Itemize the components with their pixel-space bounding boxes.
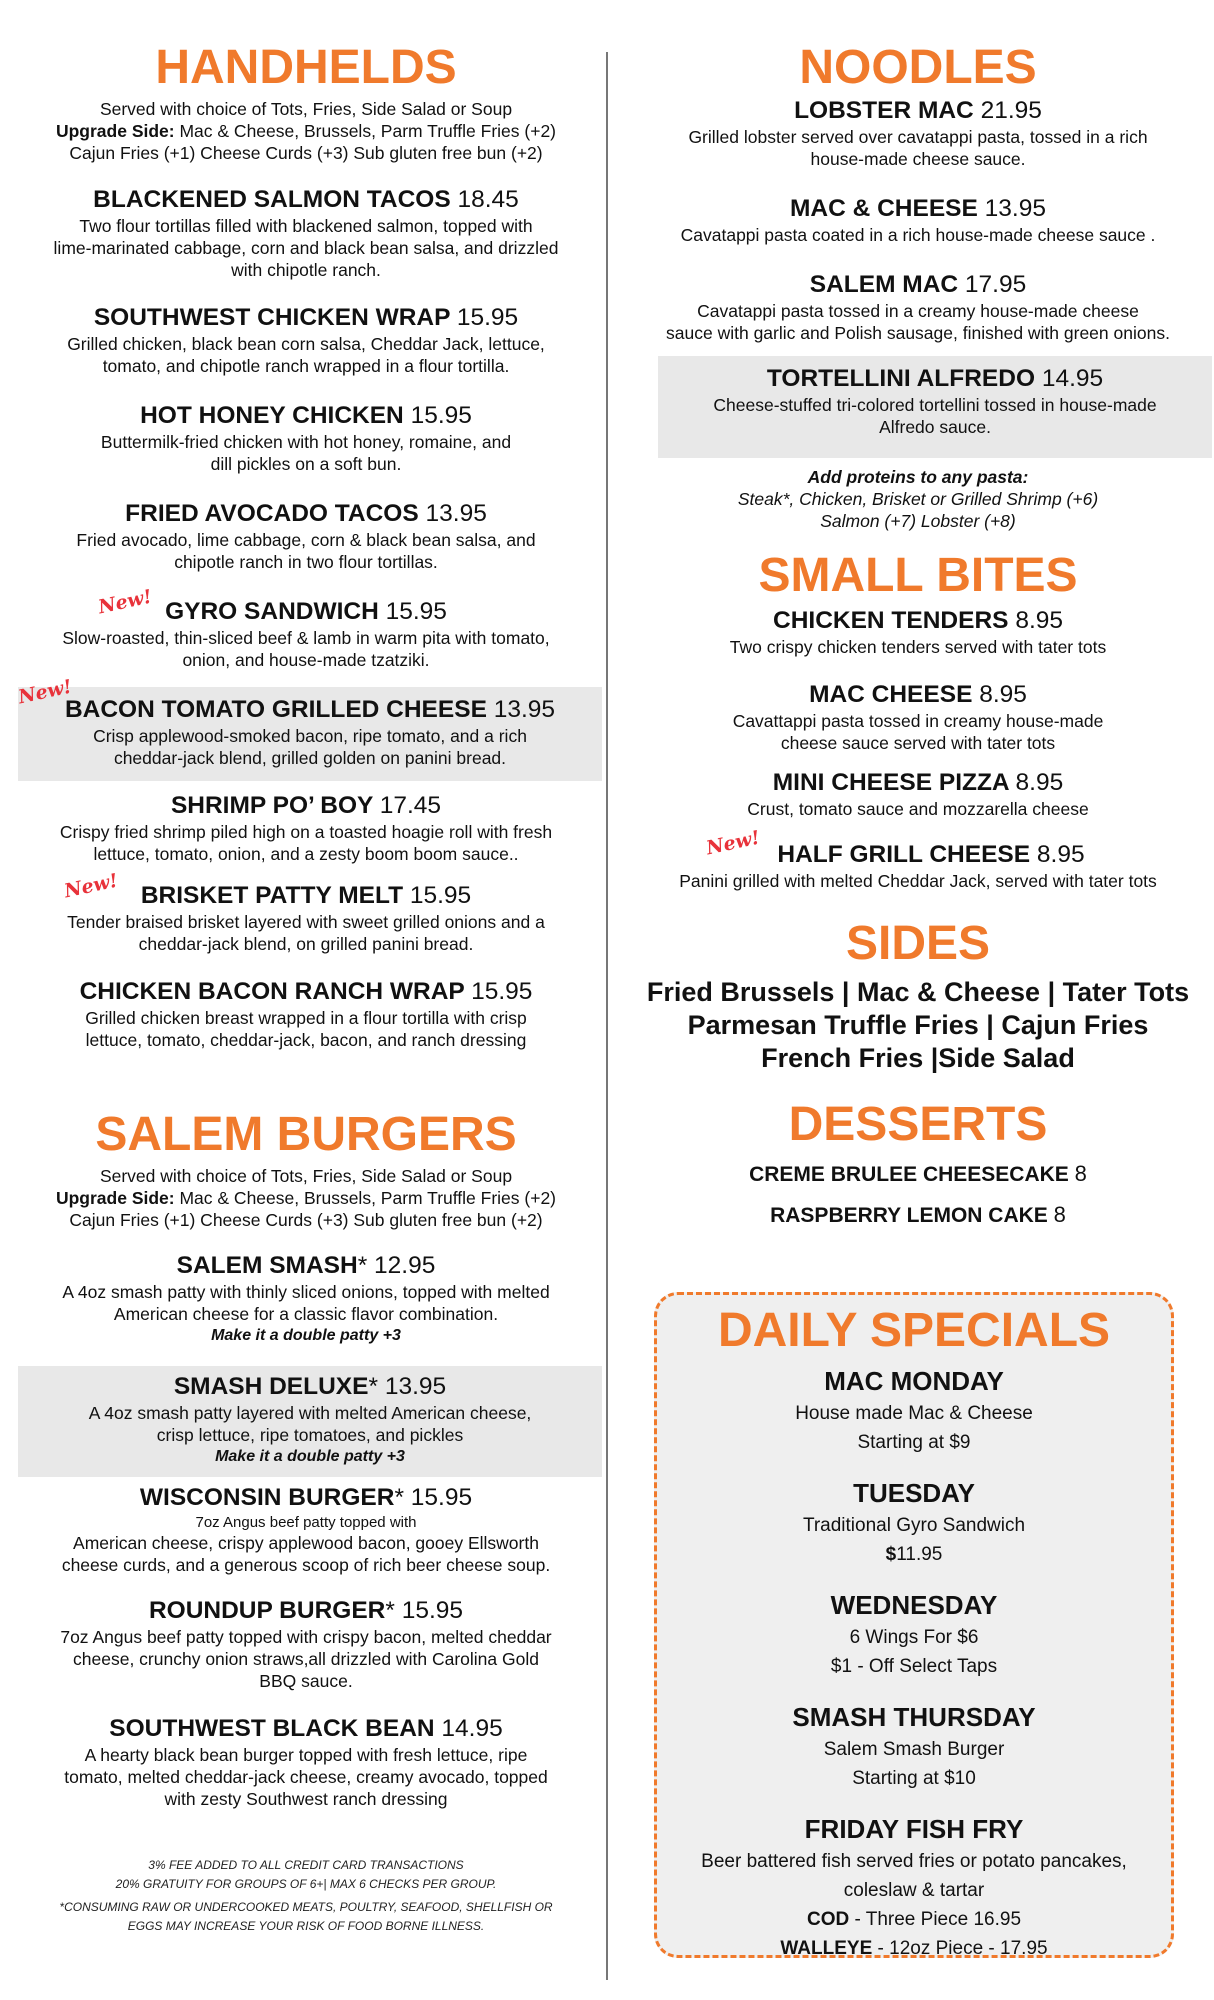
item-name: MINI CHEESE PIZZA [772, 769, 1009, 796]
item-price: 8.95 [1015, 607, 1063, 634]
special-day [657, 1477, 1171, 1569]
item-desc: American cheese for a classic flavor combination. [113, 1304, 499, 1324]
menu-item [22, 585, 590, 671]
special-line: Starting at $9 [857, 1432, 971, 1453]
sides-line: French Fries |Side Salad [761, 1043, 1075, 1073]
item-name-line [22, 499, 590, 529]
item-name: SALEM SMASH [176, 1252, 358, 1279]
item-desc: sauce with garlic and Polish sausage, finished with green onions. [666, 323, 1170, 343]
upgrade-line-2: Cajun Fries (+1) Cheese Curds (+3) Sub gluten free bun (+2) [69, 143, 543, 163]
menu-item-highlighted [18, 1366, 602, 1477]
item-desc: Cheese-stuffed tri-colored tortellini tossed in house-made [713, 395, 1157, 415]
right-column [638, 0, 1198, 1229]
menu-item [638, 270, 1198, 344]
item-desc: Two crispy chicken tenders served with tater tots [729, 637, 1107, 657]
special-day-name: MAC MONDAY [824, 1366, 1004, 1396]
menu-item [22, 869, 590, 955]
upgrade-line [22, 120, 590, 142]
upgrade-label: Upgrade Side: [55, 121, 175, 141]
item-price: 17.95 [964, 271, 1027, 298]
dessert-item [638, 1161, 1198, 1188]
item-name-line [22, 1714, 590, 1744]
daily-specials-content [657, 1295, 1171, 1963]
dessert-item [638, 1202, 1198, 1229]
sides-title: SIDES [845, 917, 991, 970]
item-desc: Grilled chicken, black bean corn salsa, Cheddar Jack, lettuce, [67, 334, 545, 354]
burgers-title: SALEM BURGERS [95, 1108, 517, 1161]
menu-item [22, 401, 590, 475]
menu-item [22, 1714, 590, 1810]
item-price: 15.95 [471, 978, 533, 1005]
upgrade-line [22, 1187, 590, 1209]
item-name-line [638, 768, 1198, 798]
item-name-line [638, 680, 1198, 710]
special-day-name: TUESDAY [853, 1478, 975, 1508]
item-desc: 7oz Angus beef patty topped with crispy bacon, melted cheddar [60, 1627, 552, 1647]
footer-fee-line: 3% FEE ADDED TO ALL CREDIT CARD TRANSACTIONS [148, 1858, 464, 1872]
special-price-line [657, 1540, 1171, 1569]
desserts-title: DESSERTS [788, 1098, 1048, 1151]
item-name: SALEM MAC [809, 271, 959, 298]
item-desc: lettuce, tomato, cheddar-jack, bacon, and ranch dressing [85, 1030, 527, 1050]
item-name-line [22, 303, 590, 333]
dessert-price: 8 [1053, 1202, 1066, 1227]
new-badge: New! [16, 675, 74, 709]
footer-gratuity-line: 20% GRATUITY FOR GROUPS OF 6+| MAX 6 CHECKS PER GROUP. [115, 1877, 497, 1891]
item-name-line [658, 364, 1212, 394]
menu-item [638, 768, 1198, 820]
item-star: * [368, 1373, 379, 1400]
item-desc: lime-marinated cabbage, corn and black bean salsa, and drizzled [53, 238, 559, 258]
item-name: MAC & CHEESE [790, 195, 978, 222]
item-desc: Buttermilk-fried chicken with hot honey, romaine, and [100, 432, 512, 452]
upgrade-text: Mac & Cheese, Brussels, Parm Truffle Fries (+2) [174, 1188, 557, 1208]
new-badge: New! [704, 826, 762, 860]
item-name-line [22, 185, 590, 215]
menu-item-highlighted [16, 675, 602, 781]
upgrade-label: Upgrade Side: [55, 1188, 175, 1208]
item-price: 13.95 [425, 500, 487, 527]
item-price: 14.95 [1041, 365, 1104, 392]
menu-item [22, 499, 590, 573]
item-price: 12.95 [374, 1252, 436, 1279]
item-desc: tomato, melted cheddar-jack cheese, creamy avocado, topped [64, 1767, 548, 1787]
item-desc: Alfredo sauce. [879, 417, 991, 437]
item-desc: American cheese, crispy applewood bacon, gooey Ellsworth [73, 1533, 539, 1553]
special-day-name: WEDNESDAY [830, 1590, 998, 1620]
special-day-name: FRIDAY FISH FRY [804, 1814, 1024, 1844]
item-price: 15.95 [456, 304, 519, 331]
menu-item [22, 185, 590, 281]
item-price: 15.95 [410, 1484, 473, 1511]
menu-item [22, 1596, 590, 1692]
special-day [657, 1701, 1171, 1793]
item-name-line [18, 695, 602, 725]
item-name: HALF GRILL CHEESE [777, 841, 1031, 868]
item-name-line [22, 791, 590, 821]
item-price: 8.95 [1015, 769, 1064, 796]
item-desc: lettuce, tomato, onion, and a zesty boom boom sauce.. [93, 844, 519, 864]
dessert-name: CREME BRULEE CHEESECAKE [749, 1163, 1069, 1186]
left-column [16, 0, 590, 1936]
item-desc: A 4oz smash patty with thinly sliced onions, topped with melted [62, 1282, 550, 1302]
item-note: Make it a double patty +3 [215, 1448, 405, 1465]
dessert-price: 8 [1074, 1161, 1087, 1186]
menu-item [22, 1483, 590, 1576]
menu-item [22, 1251, 590, 1346]
item-desc: A hearty black bean burger topped with fresh lettuce, ripe [84, 1745, 528, 1765]
item-name: FRIED AVOCADO TACOS [125, 500, 419, 527]
item-name: CHICKEN BACON RANCH WRAP [79, 978, 465, 1005]
burgers-serve-info [22, 1165, 590, 1231]
item-desc: dill pickles on a soft bun. [210, 454, 402, 474]
item-star: * [394, 1484, 404, 1511]
sides-line: Parmesan Truffle Fries | Cajun Fries [687, 1010, 1149, 1040]
item-desc: Slow-roasted, thin-sliced beef & lamb in warm pita with tomato, [62, 628, 550, 648]
special-line: Starting at $10 [852, 1768, 976, 1789]
serve-line: Served with choice of Tots, Fries, Side Salad or Soup [99, 1166, 513, 1186]
special-line: Salem Smash Burger [823, 1739, 1005, 1760]
item-desc: with zesty Southwest ranch dressing [164, 1789, 448, 1809]
walleye-text: - 12oz Piece - 17.95 [872, 1938, 1048, 1959]
handhelds-title: HANDHELDS [155, 41, 457, 94]
special-day [657, 1589, 1171, 1681]
item-desc: cheese curds, and a generous scoop of rich beer cheese soup. [61, 1555, 551, 1575]
menu-item-highlighted [658, 356, 1212, 458]
special-line: $1 - Off Select Taps [830, 1656, 998, 1677]
item-desc: Cavatappi pasta tossed in a creamy house-made cheese [697, 301, 1139, 321]
menu-item [638, 826, 1198, 892]
item-desc: onion, and house-made tzatziki. [182, 650, 430, 670]
item-desc: A 4oz smash patty layered with melted American cheese, [88, 1403, 532, 1423]
noodles-title: NOODLES [799, 41, 1037, 94]
item-desc: Fried avocado, lime cabbage, corn & black bean salsa, and [76, 530, 536, 550]
special-line: coleslaw & tartar [843, 1880, 985, 1901]
item-name: SOUTHWEST CHICKEN WRAP [93, 304, 451, 331]
dessert-name: RASPBERRY LEMON CAKE [770, 1204, 1048, 1227]
item-name: CHICKEN TENDERS [773, 607, 1009, 634]
menu-item [638, 680, 1198, 754]
item-price: 15.95 [401, 1597, 464, 1624]
item-name: GYRO SANDWICH [165, 598, 379, 625]
item-desc: tomato, and chipotle ranch wrapped in a flour tortilla. [102, 356, 510, 376]
item-name-line [638, 194, 1198, 224]
item-name: SHRIMP PO’ BOY [170, 792, 373, 819]
cod-text: - Three Piece 16.95 [849, 1909, 1022, 1930]
sides-list [638, 976, 1198, 1075]
menu-item [22, 303, 590, 377]
item-price: 21.95 [980, 97, 1042, 124]
menu-item [638, 606, 1198, 658]
desserts-list [638, 1161, 1198, 1229]
item-name-line [22, 1596, 590, 1626]
item-name-line [22, 401, 590, 431]
sides-line: Fried Brussels | Mac & Cheese | Tater Tots [646, 977, 1190, 1007]
daily-specials-title: DAILY SPECIALS [717, 1304, 1111, 1357]
column-divider [606, 52, 608, 1980]
item-desc: BBQ sauce. [259, 1671, 353, 1691]
item-desc: with chipotle ranch. [231, 260, 381, 280]
item-price: 13.95 [384, 1373, 447, 1400]
item-desc: crisp lettuce, ripe tomatoes, and pickles [156, 1425, 464, 1445]
cod-label: COD [806, 1909, 850, 1930]
item-price: 18.45 [457, 186, 519, 213]
item-price: 15.95 [409, 882, 472, 909]
footer-warning-line: *CONSUMING RAW OR UNDERCOOKED MEATS, POULTRY, SEAFOOD, SHELLFISH OR [59, 1900, 553, 1914]
item-name: TORTELLINI ALFREDO [766, 365, 1035, 392]
menu-item [638, 96, 1198, 170]
walleye-label: WALLEYE [780, 1938, 873, 1959]
item-star: * [357, 1252, 368, 1279]
item-price: 15.95 [410, 402, 472, 429]
item-price: 8.95 [1036, 841, 1085, 868]
item-desc: Grilled lobster served over cavatappi pasta, tossed in a rich [688, 127, 1148, 147]
upgrade-text: Mac & Cheese, Brussels, Parm Truffle Fries (+2) [174, 121, 557, 141]
item-name: BACON TOMATO GRILLED CHEESE [64, 696, 487, 723]
item-name: WISCONSIN BURGER [139, 1484, 395, 1511]
special-line: Traditional Gyro Sandwich [802, 1515, 1026, 1536]
item-desc: cheddar-jack blend, on grilled panini bread. [138, 934, 474, 954]
small-bites-title: SMALL BITES [758, 549, 1078, 602]
item-star: * [385, 1597, 395, 1624]
serve-line: Served with choice of Tots, Fries, Side Salad or Soup [99, 99, 513, 119]
item-desc: Tender braised brisket layered with sweet grilled onions and a [67, 912, 545, 932]
item-desc: Cavatappi pasta coated in a rich house-made cheese sauce . [680, 225, 1156, 245]
item-price: 17.45 [379, 792, 442, 819]
add-proteins-title: Add proteins to any pasta: [807, 467, 1029, 487]
add-proteins-line: Salmon (+7) Lobster (+8) [820, 511, 1016, 531]
item-desc: cheese, crunchy onion straws,all drizzled with Carolina Gold [73, 1649, 539, 1669]
item-name-line [638, 270, 1198, 300]
item-name-line [18, 1372, 602, 1402]
item-name: ROUNDUP BURGER [148, 1597, 386, 1624]
item-price: 15.95 [385, 598, 447, 625]
item-desc: Crust, tomato sauce and mozzarella cheese [747, 799, 1089, 819]
item-desc: Cavattappi pasta tossed in creamy house-made [732, 711, 1104, 731]
item-name: HOT HONEY CHICKEN [140, 402, 404, 429]
special-line: Beer battered fish served fries or potato pancakes, [701, 1851, 1127, 1872]
item-desc: Grilled chicken breast wrapped in a flour tortilla with crisp [85, 1008, 527, 1028]
item-price: 13.95 [493, 696, 556, 723]
footer-warning-line-2: EGGS MAY INCREASE YOUR RISK OF FOOD BORNE ILLNESS. [127, 1919, 485, 1933]
item-desc: cheese sauce served with tater tots [780, 733, 1056, 753]
item-desc: Crisp applewood-smoked bacon, ripe tomato, and a rich [93, 726, 527, 746]
cod-line [657, 1905, 1171, 1934]
daily-specials-box [654, 1292, 1174, 1958]
special-day-name: SMASH THURSDAY [792, 1702, 1036, 1732]
item-desc: Panini grilled with melted Cheddar Jack, served with tater tots [679, 871, 1157, 891]
item-name-line [22, 1483, 590, 1513]
item-name: SOUTHWEST BLACK BEAN [109, 1715, 435, 1742]
item-price: 8.95 [979, 681, 1027, 708]
dollar-sign: $ [885, 1544, 897, 1565]
special-line: 6 Wings For $6 [849, 1627, 979, 1648]
item-name-line [638, 606, 1198, 636]
item-name: SMASH DELUXE [173, 1373, 369, 1400]
add-proteins-line: Steak*, Chicken, Brisket or Grilled Shrimp (+6) [737, 489, 1099, 509]
item-desc: Crispy fried shrimp piled high on a toasted hoagie roll with fresh [59, 822, 553, 842]
item-name: MAC CHEESE [809, 681, 973, 708]
menu-item [22, 977, 590, 1051]
item-name: BLACKENED SALMON TACOS [93, 186, 451, 213]
item-name-line [22, 977, 590, 1007]
item-price: 14.95 [441, 1715, 503, 1742]
upgrade-line-2: Cajun Fries (+1) Cheese Curds (+3) Sub gluten free bun (+2) [69, 1210, 543, 1230]
menu-item [638, 194, 1198, 246]
footer-notes [22, 1856, 590, 1936]
special-day [657, 1365, 1171, 1457]
menu-item [22, 791, 590, 865]
walleye-line [657, 1934, 1171, 1963]
new-badge: New! [96, 585, 154, 619]
item-desc: Two flour tortillas filled with blackened salmon, topped with [79, 216, 533, 236]
item-name-line [638, 96, 1198, 126]
item-price: 13.95 [984, 195, 1046, 222]
item-desc: cheddar-jack blend, grilled golden on panini bread. [113, 748, 507, 768]
item-desc: chipotle ranch in two flour tortillas. [174, 552, 438, 572]
item-name: LOBSTER MAC [794, 97, 974, 124]
handhelds-serve-info [22, 98, 590, 164]
special-line: House made Mac & Cheese [795, 1403, 1033, 1424]
item-note: Make it a double patty +3 [211, 1327, 401, 1344]
special-day [657, 1813, 1171, 1963]
new-badge: New! [62, 869, 120, 903]
item-name: BRISKET PATTY MELT [140, 882, 404, 909]
special-price: 11.95 [896, 1544, 943, 1565]
add-proteins [638, 466, 1198, 532]
item-desc: 7oz Angus beef patty topped with [195, 1514, 417, 1531]
item-name-line [22, 1251, 590, 1281]
item-desc: house-made cheese sauce. [810, 149, 1026, 169]
